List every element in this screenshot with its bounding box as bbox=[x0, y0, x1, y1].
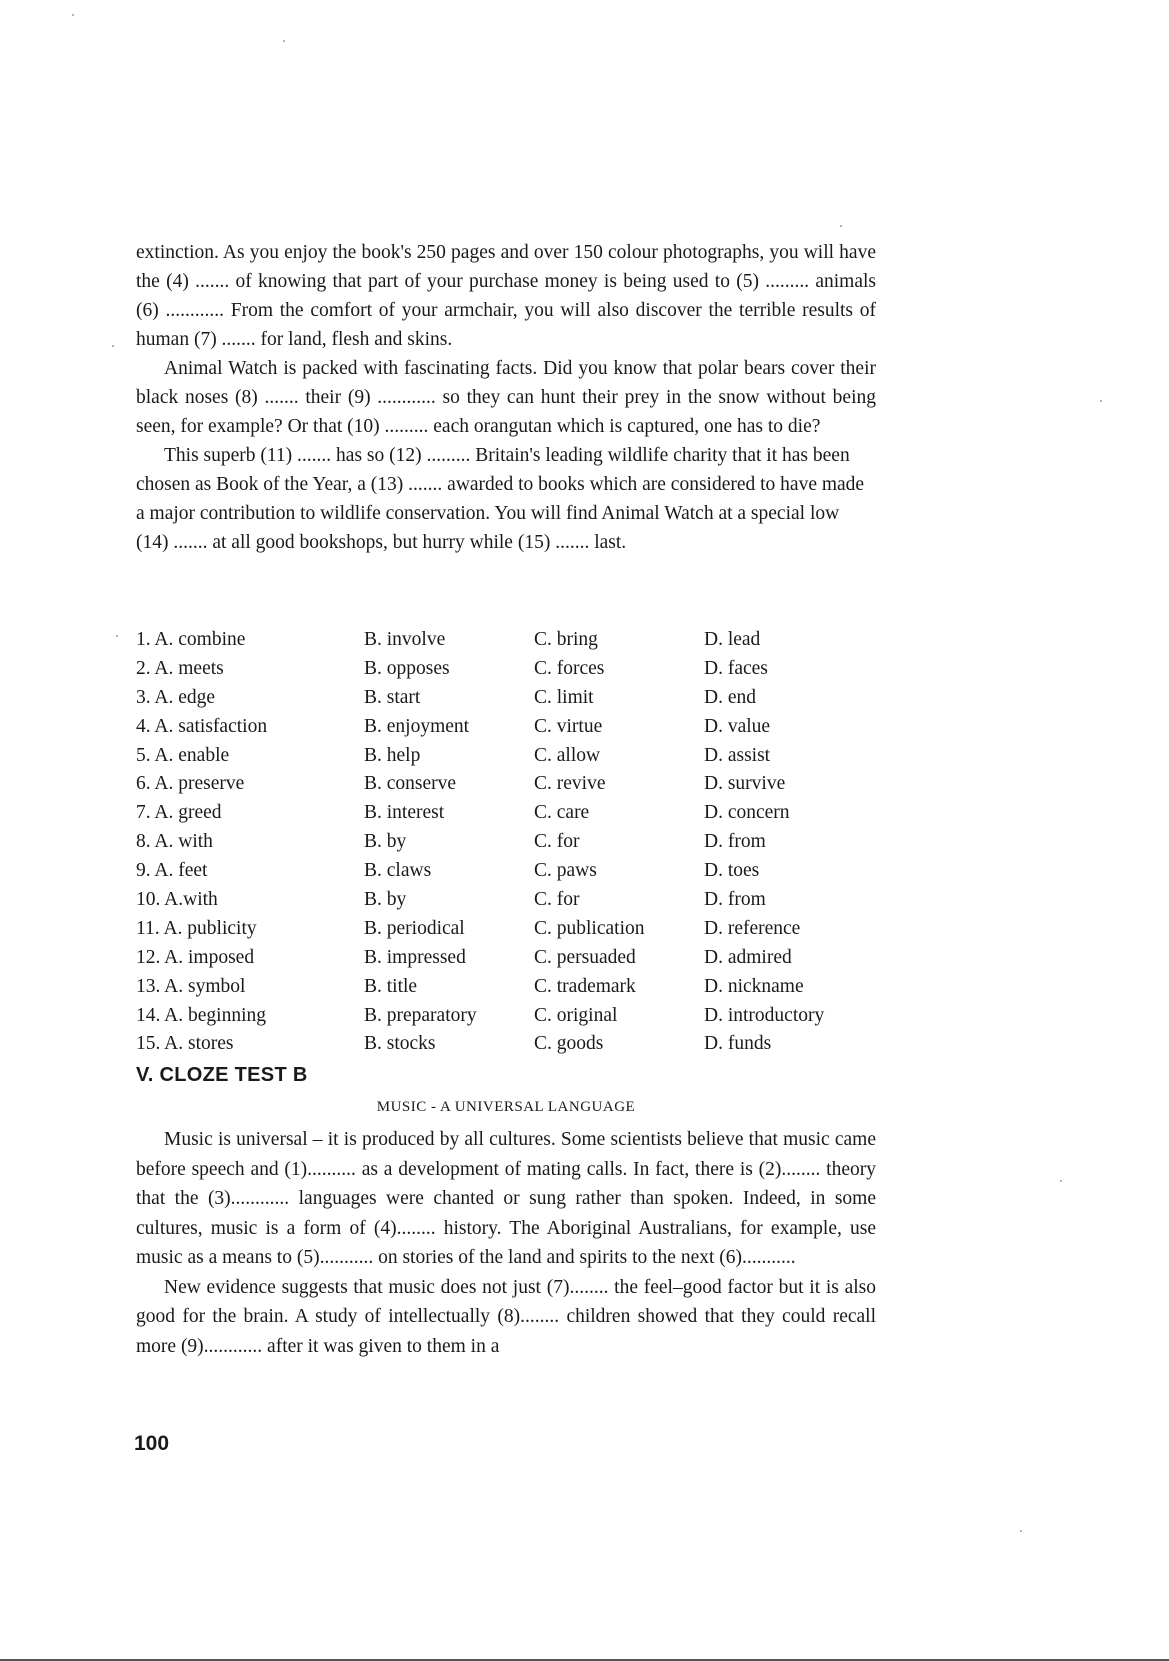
option-b: B. involve bbox=[364, 629, 446, 650]
option-a: 15. A. stores bbox=[136, 1033, 234, 1055]
option-a: 3. A. edge bbox=[136, 686, 216, 708]
option-row bbox=[136, 1002, 876, 1031]
passage-paragraph-3: This superb (11) ....... has so (12) ......... Britain's leading wildlife charity that it has been chosen as Book of the Year, a (13) ....... awarded to books which are considered to have made a major contribution to wildlife conservation. You will find Animal Watch at a special low (14) ....... at all good bookshops, but hurry while (15) ....... last. bbox=[136, 445, 865, 553]
option-d: D. admired bbox=[704, 946, 792, 968]
option-row bbox=[136, 944, 876, 973]
scan-speck bbox=[1020, 1530, 1022, 1532]
scan-speck bbox=[72, 14, 74, 16]
option-b: B. impressed bbox=[364, 946, 466, 968]
option-row bbox=[136, 799, 876, 828]
cloze-passage bbox=[136, 1125, 876, 1361]
option-c: C. for bbox=[534, 831, 580, 853]
option-a: 5. A. enable bbox=[136, 744, 230, 766]
option-d: D. survive bbox=[704, 773, 786, 795]
option-d: D. nickname bbox=[704, 975, 804, 997]
option-a: 14. A. beginning bbox=[136, 1004, 266, 1026]
option-c: C. paws bbox=[534, 860, 597, 882]
option-d: D. lead bbox=[704, 629, 761, 650]
scan-speck bbox=[112, 345, 114, 347]
scan-speck bbox=[283, 40, 285, 42]
option-b: B. conserve bbox=[364, 773, 457, 795]
cloze-paragraph-2: New evidence suggests that music does not just (7)........ the feel–good factor but it is also good for the brain. A study of intellectually (8)........ children showed that they could recall more (9)............ after it was given to them in a bbox=[136, 1276, 876, 1357]
option-row bbox=[136, 915, 876, 944]
option-a: 13. A. symbol bbox=[136, 975, 246, 997]
option-c: C. publication bbox=[534, 917, 645, 939]
option-c: C. bring bbox=[534, 629, 598, 650]
page-number: 100 bbox=[134, 1432, 170, 1455]
option-b: B. start bbox=[364, 686, 421, 708]
option-a: 9. A. feet bbox=[136, 860, 208, 882]
option-b: B. title bbox=[364, 975, 418, 997]
option-a: 2. A. meets bbox=[136, 657, 224, 679]
option-c: C. trademark bbox=[534, 975, 636, 997]
option-d: D. value bbox=[704, 715, 771, 737]
option-c: C. goods bbox=[534, 1033, 604, 1055]
cloze-passage-title: MUSIC - A UNIVERSAL LANGUAGE bbox=[376, 1099, 636, 1115]
option-b: B. periodical bbox=[364, 917, 465, 939]
option-d: D. concern bbox=[704, 802, 790, 824]
option-a: 6. A. preserve bbox=[136, 773, 245, 795]
option-d: D. from bbox=[704, 889, 766, 911]
cloze-paragraph-1: Music is universal – it is produced by all cultures. Some scientists believe that music came before speech and (1).......... as a development of mating calls. In fact, there is (2)........ theory that the (3)............ languages were chanted or sung rather than spoken. Indeed, in some cultures, music is a form of (4)........ history. The Aboriginal Australians, for example, use music as a means to (5)........... on stories of the land and spirits to the next (6)........... bbox=[136, 1129, 876, 1268]
option-b: B. opposes bbox=[364, 657, 450, 679]
option-b: B. enjoyment bbox=[364, 715, 470, 737]
passage-paragraph-1: extinction. As you enjoy the book's 250 pages and over 150 colour photographs, you will have the (4) ....... of knowing that part of your purchase money is being used to (5) ......... animals (6) ............ From the comfort of your armchair, you will also discover the terrible results of human (7) ....... for land, flesh and skins. bbox=[136, 242, 876, 350]
option-b: B. by bbox=[364, 889, 407, 911]
answer-options-list bbox=[136, 626, 876, 1059]
option-b: B. stocks bbox=[364, 1033, 436, 1055]
option-a: 12. A. imposed bbox=[136, 946, 255, 968]
option-b: B. by bbox=[364, 831, 407, 853]
scan-speck bbox=[116, 635, 118, 637]
scan-speck bbox=[840, 225, 842, 227]
section-heading: V. CLOZE TEST B bbox=[136, 1064, 308, 1086]
option-a: 8. A. with bbox=[136, 831, 213, 853]
option-c: C. allow bbox=[534, 744, 601, 766]
option-c: C. revive bbox=[534, 773, 606, 795]
option-row bbox=[136, 857, 876, 886]
option-c: C. original bbox=[534, 1004, 618, 1026]
option-row bbox=[136, 770, 876, 799]
option-d: D. introductory bbox=[704, 1004, 825, 1026]
option-row bbox=[136, 973, 876, 1002]
option-row bbox=[136, 742, 876, 771]
option-c: C. persuaded bbox=[534, 946, 636, 968]
option-c: C. limit bbox=[534, 686, 594, 708]
option-a: 10. A.with bbox=[136, 889, 218, 911]
option-c: C. forces bbox=[534, 657, 605, 679]
option-b: B. help bbox=[364, 744, 421, 766]
option-row bbox=[136, 828, 876, 857]
option-b: B. interest bbox=[364, 802, 445, 824]
option-row bbox=[136, 1030, 876, 1059]
option-d: D. toes bbox=[704, 860, 760, 882]
option-d: D. funds bbox=[704, 1033, 772, 1055]
passage-paragraph-2: Animal Watch is packed with fascinating facts. Did you know that polar bears cover their black noses (8) ....... their (9) ............ so they can hunt their prey in the snow without being seen, for example? Or that (10) ......... each orangutan which is captured, one has to die? bbox=[136, 358, 876, 437]
option-row bbox=[136, 886, 876, 915]
option-a: 11. A. publicity bbox=[136, 917, 257, 939]
option-a: 1. A. combine bbox=[136, 629, 246, 650]
option-c: C. for bbox=[534, 889, 580, 911]
option-d: D. end bbox=[704, 686, 756, 708]
option-a: 4. A. satisfaction bbox=[136, 715, 268, 737]
option-d: D. assist bbox=[704, 744, 771, 766]
reading-passage bbox=[136, 238, 876, 557]
scan-speck bbox=[1100, 400, 1102, 402]
option-c: C. care bbox=[534, 802, 590, 824]
option-row bbox=[136, 713, 876, 742]
option-d: D. reference bbox=[704, 917, 801, 939]
option-b: B. preparatory bbox=[364, 1004, 477, 1026]
option-b: B. claws bbox=[364, 860, 432, 882]
option-d: D. from bbox=[704, 831, 766, 853]
option-c: C. virtue bbox=[534, 715, 603, 737]
scan-speck bbox=[1060, 1180, 1062, 1182]
option-row bbox=[136, 626, 876, 655]
option-d: D. faces bbox=[704, 657, 768, 679]
option-row bbox=[136, 684, 876, 713]
option-a: 7. A. greed bbox=[136, 802, 222, 824]
option-row bbox=[136, 655, 876, 684]
